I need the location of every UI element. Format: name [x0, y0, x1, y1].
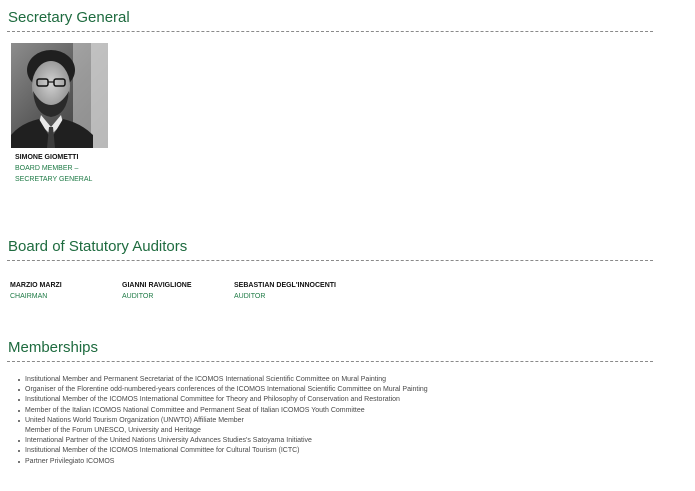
bullet-icon [18, 440, 20, 442]
list-item: Institutional Member and Permanent Secretariat of the ICOMOS International Scientific Committee on Mural Painting [17, 375, 428, 385]
person-card-secretary [15, 152, 92, 185]
portrait-image [11, 43, 108, 148]
section-title-board-of-statutory-auditors: Board of Statutory Auditors [8, 238, 188, 255]
section-title-secretary-general: Secretary General [8, 9, 130, 26]
list-item: United Nations World Tourism Organization (UNWTO) Affiliate Member Member of the Forum UNESCO, University and Heritage [17, 416, 428, 436]
person-role: AUDITOR [122, 293, 154, 300]
person-card-auditor-3 [234, 280, 336, 302]
list-item: Member of the Italian ICOMOS National Committee and Permanent Seat of Italian ICOMOS Youth Committee [17, 406, 428, 416]
person-role: CHAIRMAN [10, 293, 48, 300]
person-name: MARZIO MARZI [10, 282, 62, 289]
bullet-icon [18, 410, 20, 412]
person-role: BOARD MEMBER – [15, 165, 79, 172]
person-role: SECRETARY GENERAL [15, 176, 93, 183]
person-name: SIMONE GIOMETTI [15, 154, 79, 161]
section-title-memberships: Memberships [8, 339, 99, 356]
bullet-icon [18, 420, 20, 422]
person-card-auditor-2 [122, 280, 191, 302]
bullet-icon [18, 379, 20, 381]
bullet-icon [18, 399, 20, 401]
portrait-photo [11, 43, 108, 148]
person-role: AUDITOR [234, 293, 266, 300]
list-item: Organiser of the Florentine odd-numbered-years conferences of the ICOMOS International Scientific Committee on Mural Painting [17, 385, 428, 395]
memberships-list [17, 375, 428, 467]
list-item: Institutional Member of the ICOMOS International Committee for Cultural Tourism (ICTC) [17, 446, 428, 456]
person-name: GIANNI RAVIGLIONE [122, 282, 192, 289]
list-item: Partner Privilegiato ICOMOS [17, 457, 428, 467]
section-divider [7, 31, 653, 32]
bullet-icon [18, 461, 20, 463]
section-divider [7, 361, 653, 362]
section-divider [7, 260, 653, 261]
list-item: International Partner of the United Nations University Advances Studies's Satoyama Initiative [17, 436, 428, 446]
bullet-icon [18, 450, 20, 452]
person-card-auditor-1 [10, 280, 62, 302]
bullet-icon [18, 389, 20, 391]
list-item: Institutional Member of the ICOMOS International Committee for Theory and Philosophy of Conservation and Restoration [17, 395, 428, 405]
person-name: SEBASTIAN DEGL'INNOCENTI [234, 282, 337, 289]
